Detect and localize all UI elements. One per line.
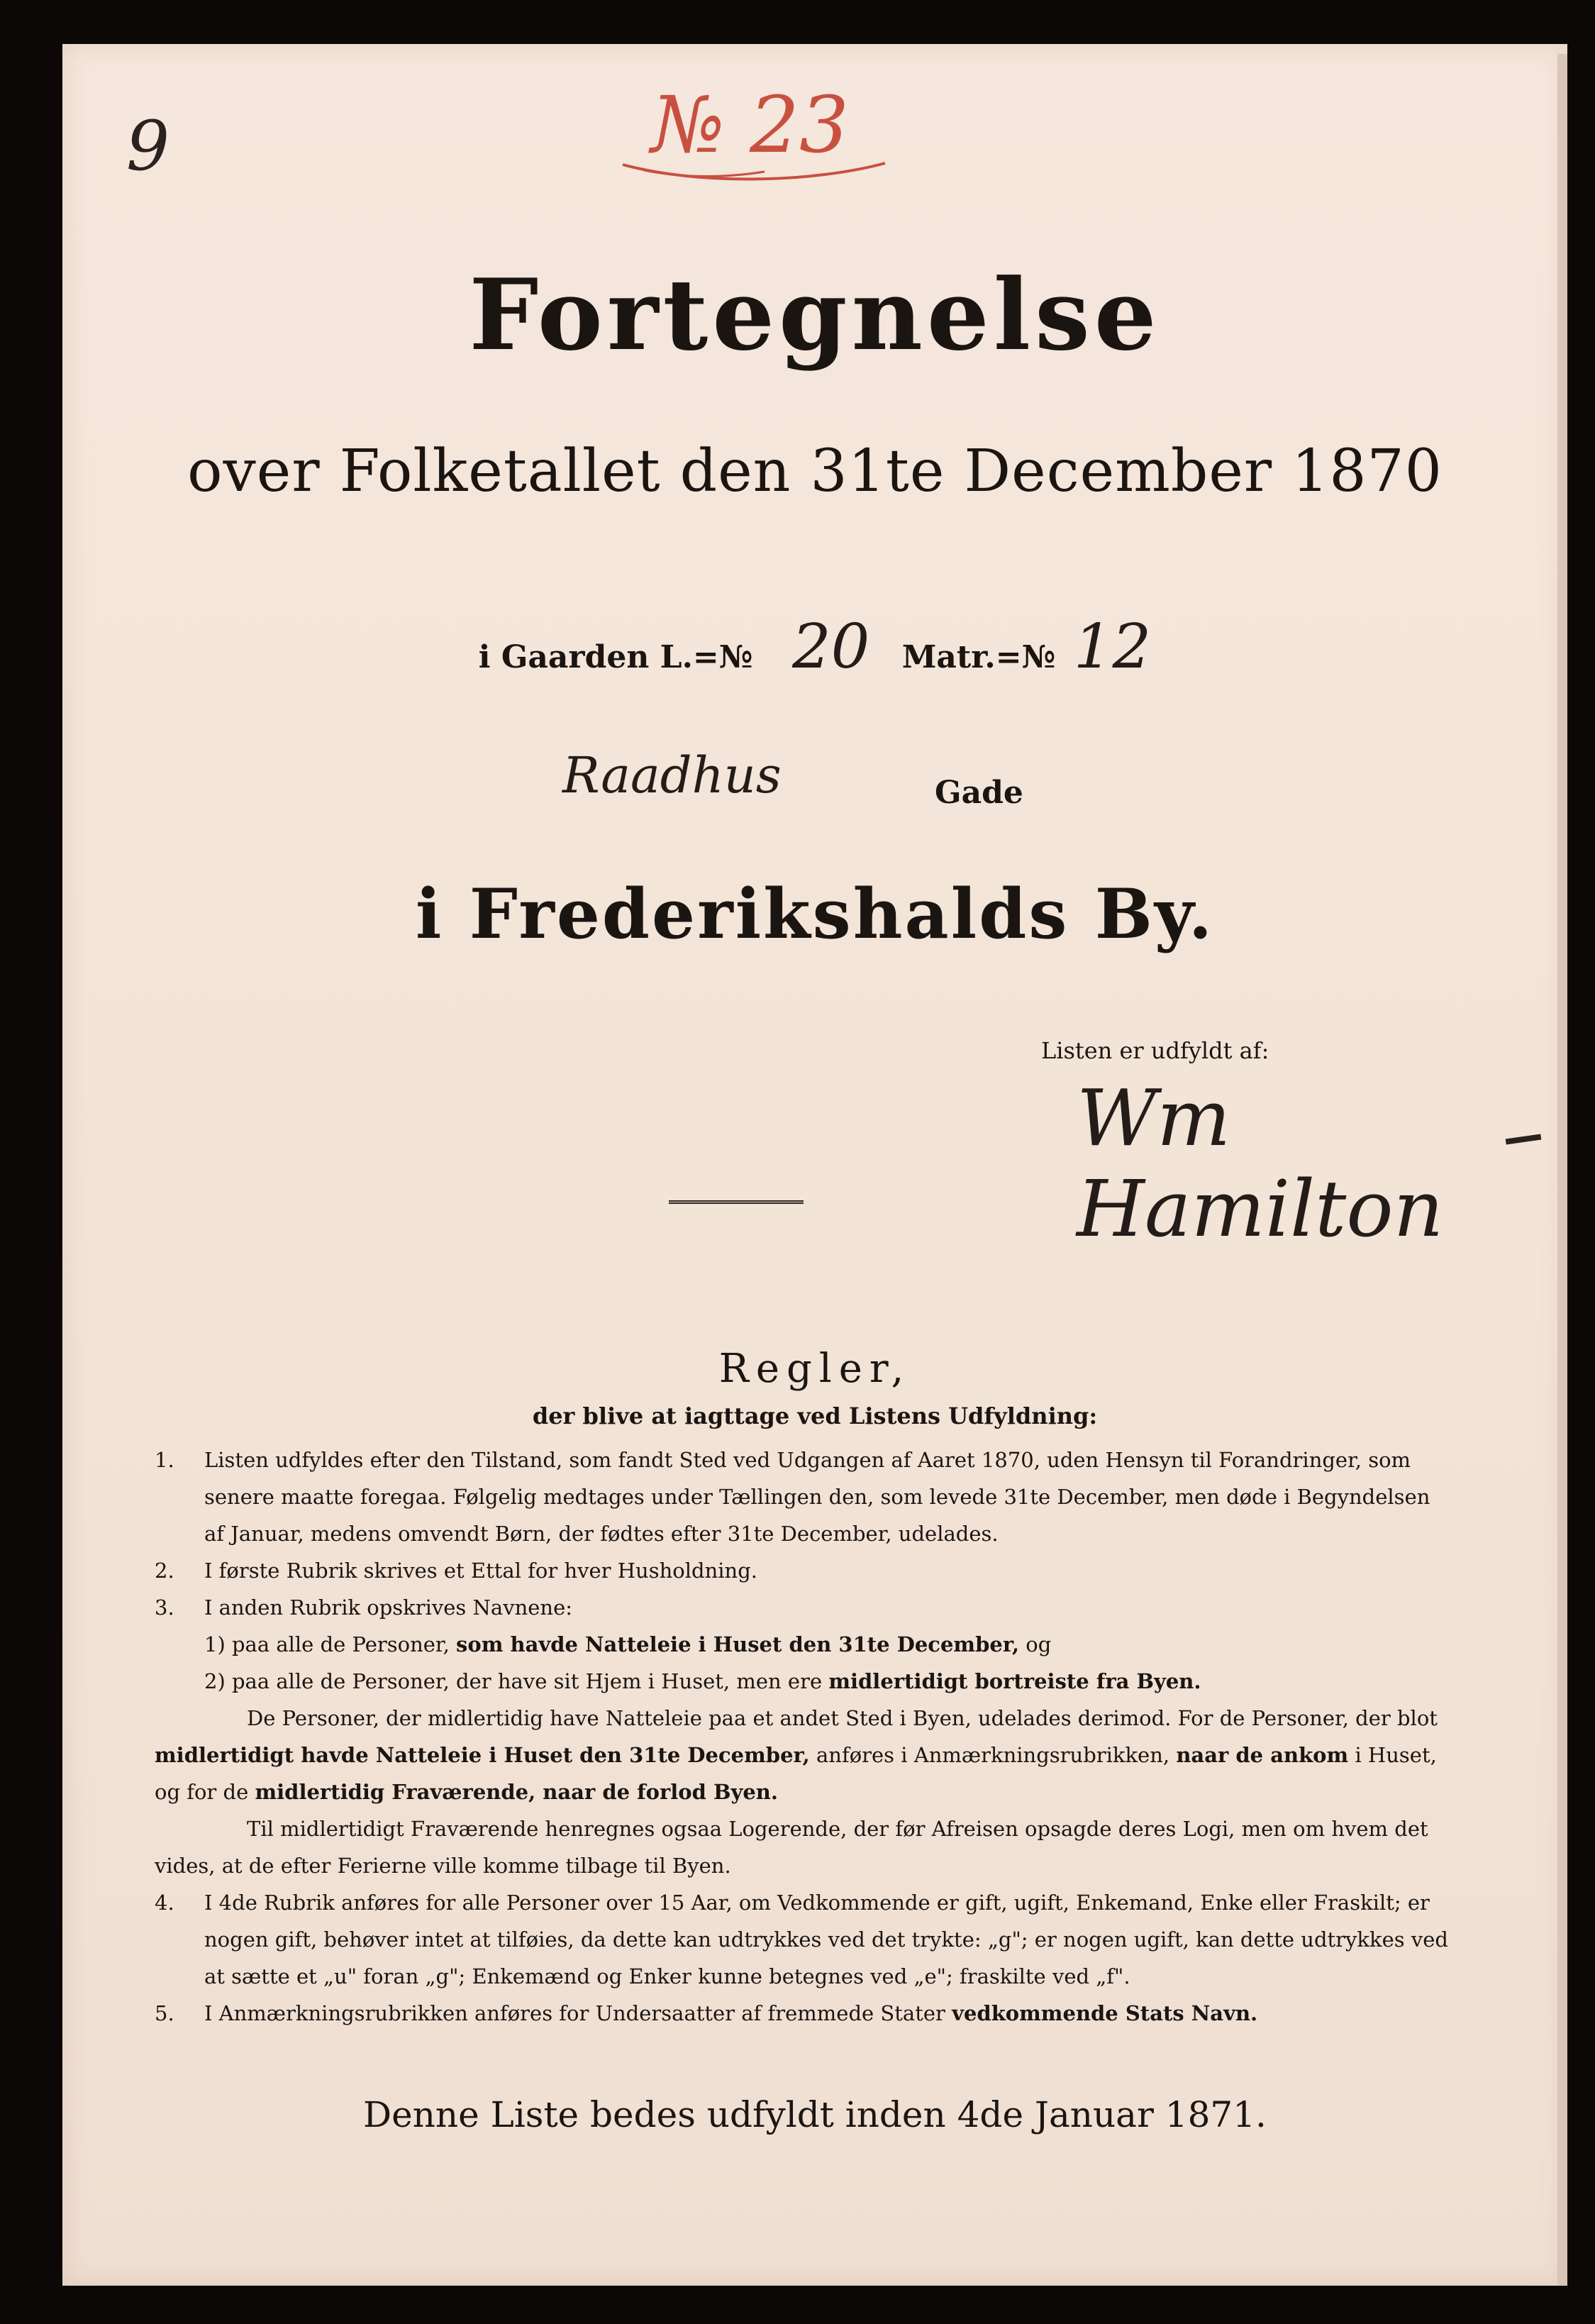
rule-text: I 4de Rubrik anføres for alle Personer over 15 Aar, om Vedkommende er gift, ugift, Enkemand, Enke eller Fraskilt; er nogen gift, behøver intet at tilføies, da dette kan udtrykkes ved det trykte: „g"; er nogen ugift, kan dette udtrykkes ved at sætte et „u" foran „g"; Enkemænd og Enker kunne betegnes ved „e"; fraskilte ved „f". <box>204 1891 1448 1988</box>
rule-subitem <box>155 1663 1452 1700</box>
rule-subitem-text: 1) paa alle de Personer, <box>204 1632 450 1656</box>
matr-number-field[interactable]: 12 <box>1073 612 1152 682</box>
rule-number: 4. <box>155 1891 174 1915</box>
town-name: i Frederikshalds By. <box>415 874 1215 954</box>
gaarden-label: i Gaarden L.=№ <box>478 639 753 675</box>
rule-subitem-emphasis: midlertidigt bortreiste fra Byen. <box>828 1669 1201 1693</box>
rule-paragraph-text: Til midlertidigt Fraværende henregnes ogsaa Logerende, der før Afreisen opsagde deres Logi, men om hvem det vides, at de efter Ferierne ville komme tilbage til Byen. <box>155 1817 1428 1878</box>
rule-item <box>155 1552 1452 1589</box>
rule-text: I anden Rubrik opskrives Navnene: <box>204 1595 573 1620</box>
signature-field[interactable]: Wm Hamilton <box>1077 1073 1444 1254</box>
filled-by-label: Listen er udfyldt af: <box>1041 1037 1269 1064</box>
rule-paragraph-text: anføres i Anmærkningsrubrikken, <box>816 1743 1170 1767</box>
rule-emphasis: vedkommende Stats Navn. <box>952 2001 1258 2025</box>
rule-subitem-text: og <box>1026 1632 1052 1656</box>
street-name-field[interactable]: Raadhus <box>562 746 782 804</box>
document-subtitle: over Folketallet den 31te December 1870 <box>187 438 1443 505</box>
rule-item <box>155 1442 1452 1552</box>
gaarden-number-field[interactable]: 20 <box>791 612 870 682</box>
paper-edge <box>1557 54 1567 2285</box>
form-number-text: № 23 <box>651 79 850 170</box>
street-label: Gade <box>935 775 1023 811</box>
document-title: Fortegnelse <box>469 257 1161 372</box>
rules-heading: Regler, <box>718 1346 911 1392</box>
rule-number: 2. <box>155 1559 174 1583</box>
rules-list <box>155 1442 1452 2032</box>
rule-paragraph-emphasis: midlertidig Fraværende, naar de forlod Byen. <box>255 1780 778 1804</box>
rule-paragraph-emphasis: naar de ankom <box>1176 1743 1349 1767</box>
rule-number: 3. <box>155 1595 174 1620</box>
rule-item <box>155 1884 1452 1995</box>
rule-text: I første Rubrik skrives et Ettal for hver Husholdning. <box>204 1559 757 1583</box>
rules-subheading: der blive at iagttage ved Listens Udfyldning: <box>532 1402 1098 1429</box>
matr-label: Matr.=№ <box>901 639 1056 675</box>
form-number-stamp <box>601 79 899 193</box>
section-divider <box>669 1200 804 1204</box>
rule-paragraph-text: De Personer, der midlertidig have Natteleie paa et andet Sted i Byen, udelades derimod. For de Personer, der blot <box>247 1706 1438 1730</box>
property-row <box>62 612 1567 682</box>
deadline-notice: Denne Liste bedes udfyldt inden 4de Januar 1871. <box>363 2094 1267 2135</box>
rule-text: Listen udfyldes efter den Tilstand, som fandt Sted ved Udgangen af Aaret 1870, uden Hensyn til Forandringer, som senere maatte foregaa. Følgelig medtages under Tællingen den, som levede 31te December, men døde i Begyndelsen af Januar, medens omvendt Børn, der fødtes efter 31te December, udelades. <box>204 1448 1430 1546</box>
rule-number: 5. <box>155 2001 174 2025</box>
rule-subitem-emphasis: som havde Natteleie i Huset den 31te December, <box>456 1632 1020 1656</box>
rule-paragraph-emphasis: midlertidigt havde Natteleie i Huset den 31te December, <box>155 1743 810 1767</box>
rule-subitem-text: 2) paa alle de Personer, der have sit Hjem i Huset, men ere <box>204 1669 823 1693</box>
rule-number: 1. <box>155 1448 174 1472</box>
rule-item <box>155 1995 1452 2032</box>
rule-paragraph-text: i Huset, og for de <box>155 1743 1437 1804</box>
rule-paragraph <box>155 1810 1452 1884</box>
rule-subitem <box>155 1626 1452 1663</box>
rule-paragraph <box>155 1700 1452 1810</box>
rule-item <box>155 1589 1452 1626</box>
census-form-page <box>62 44 1567 2286</box>
page-number-handwritten: 9 <box>126 106 170 186</box>
rule-text: I Anmærkningsrubrikken anføres for Undersaatter af fremmede Stater <box>204 2001 945 2025</box>
